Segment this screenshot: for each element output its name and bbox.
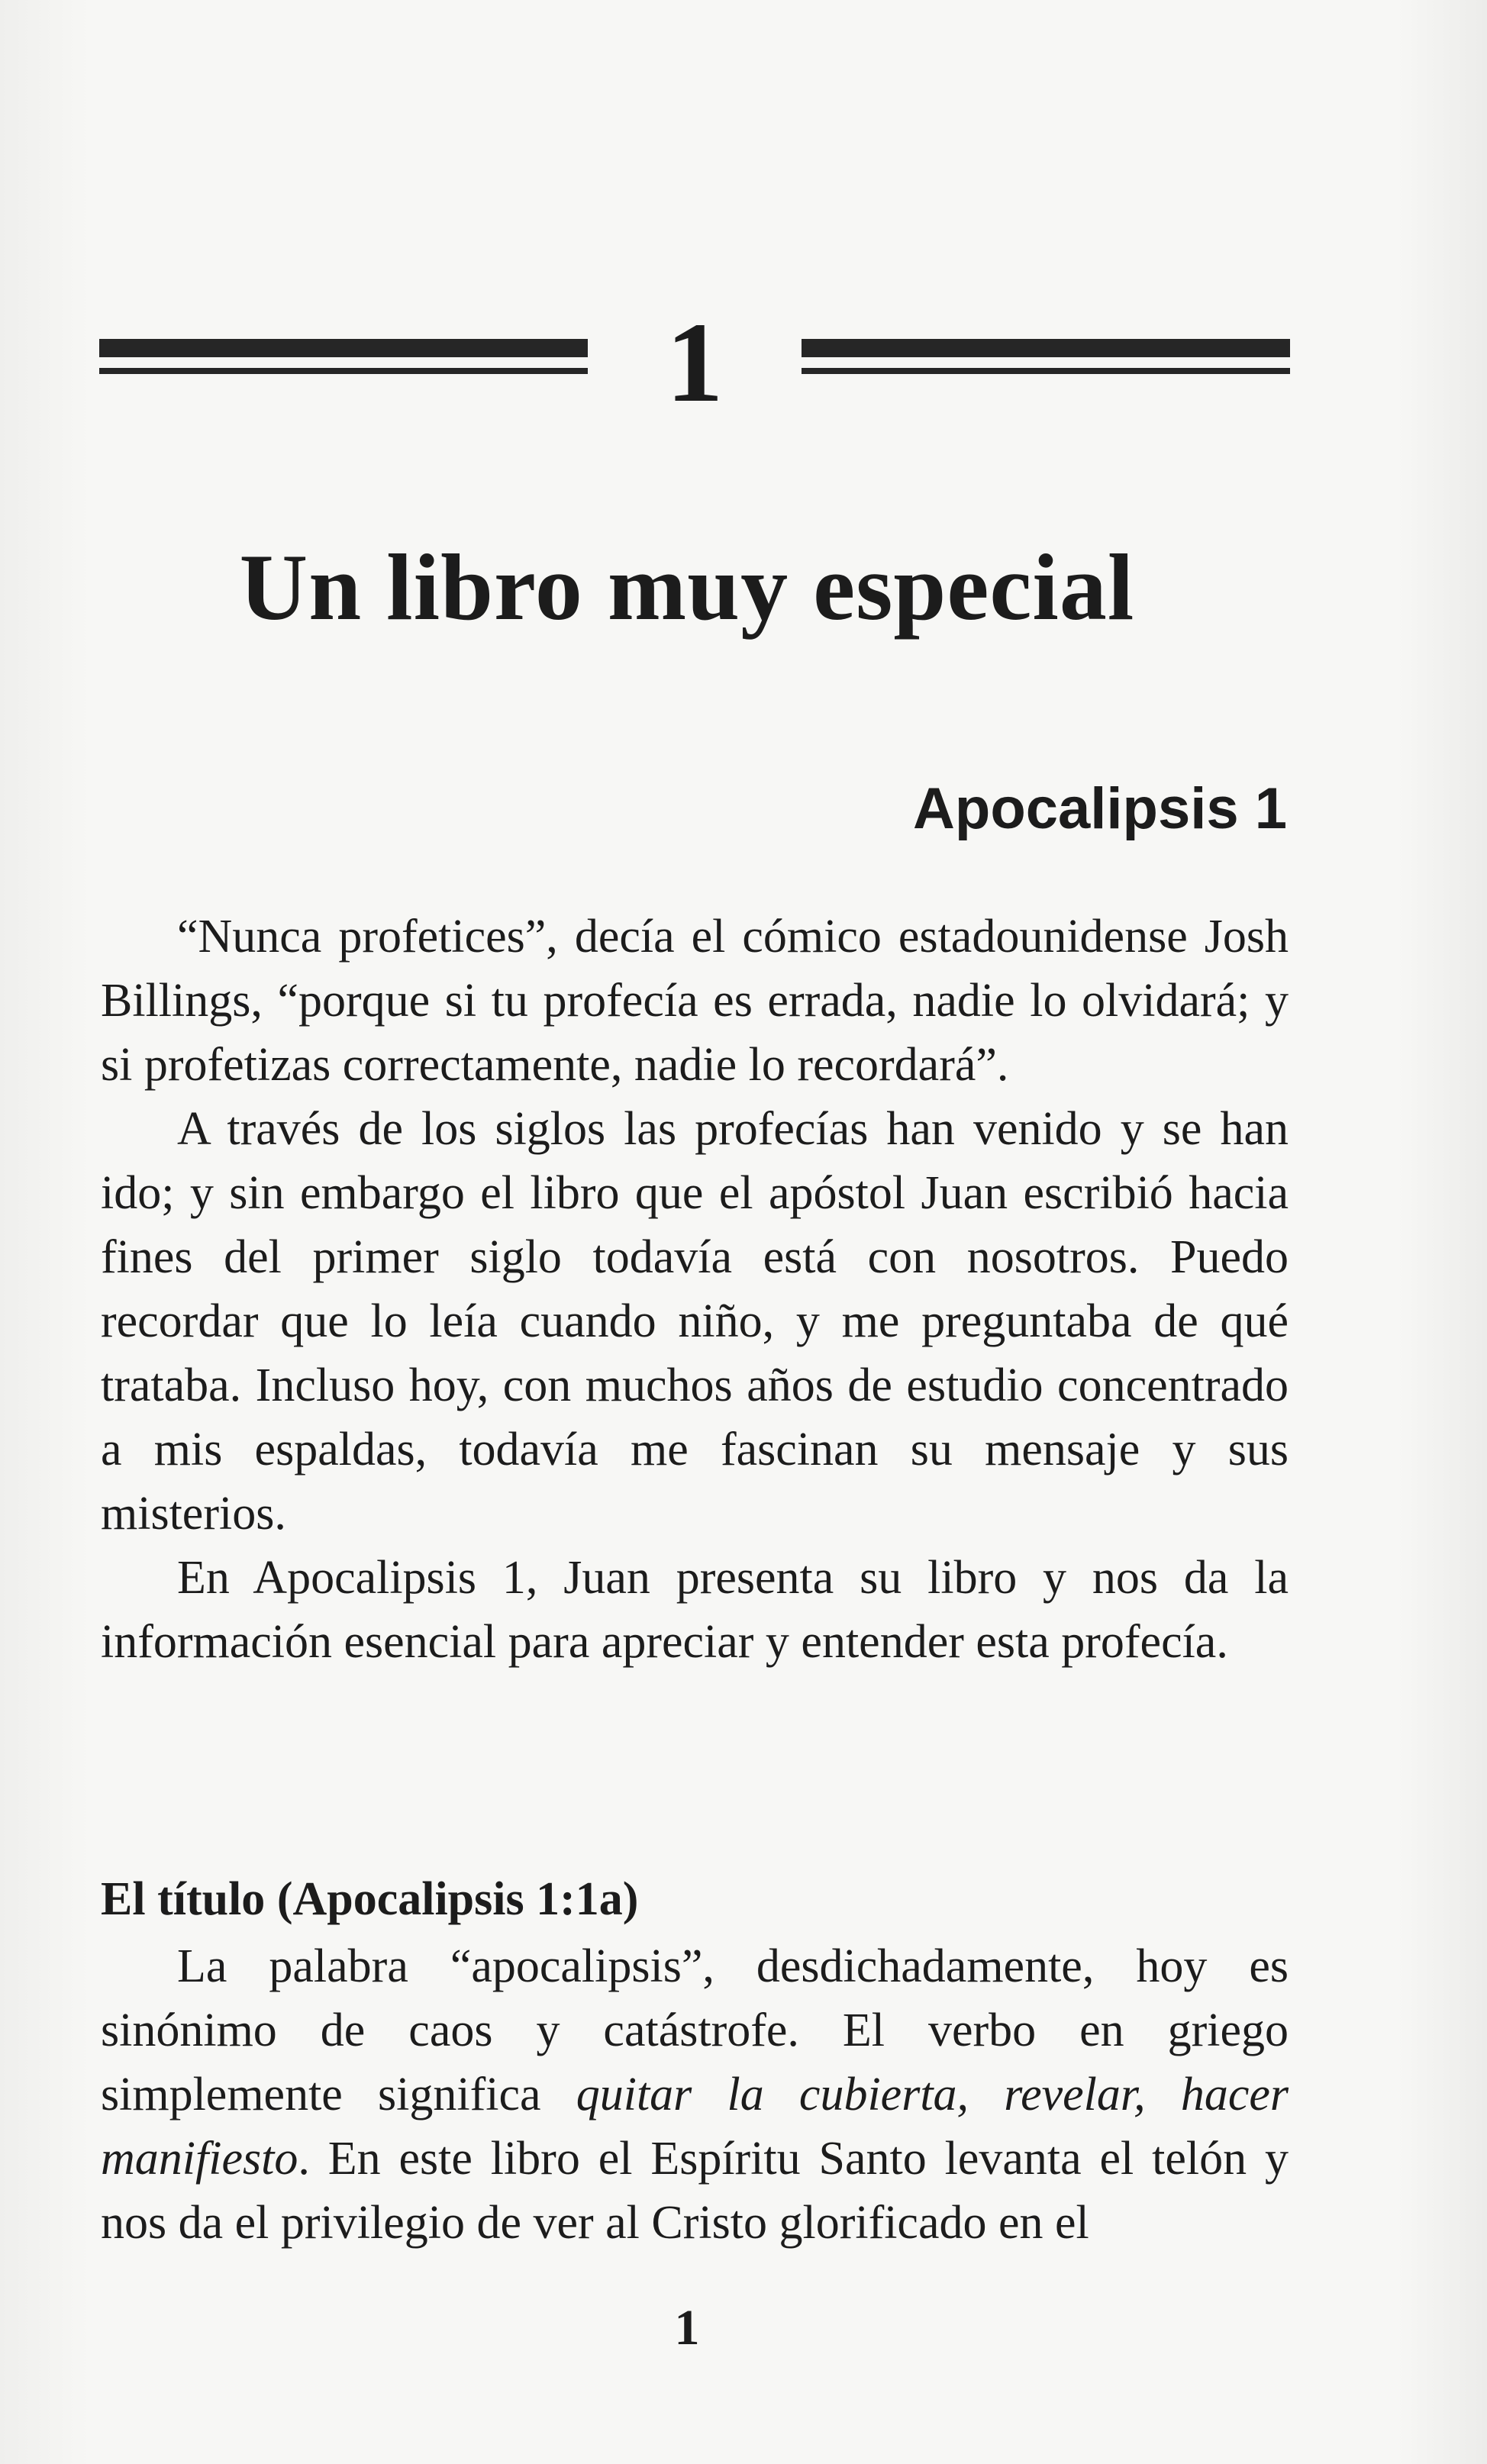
section-body [101, 1934, 1289, 2255]
right-thick-rule [802, 339, 1290, 357]
left-double-rule [99, 330, 588, 391]
section-paragraph-part2: . En este libro el Espíritu Santo levanta el telón y nos da el privilegio de ver al Cristo glorificado en el [101, 2133, 1289, 2249]
section-paragraph-italic: quitar la cubierta, revelar, hacer manifiesto [101, 2069, 1289, 2185]
body-text [101, 905, 1289, 1674]
paragraph-2: A través de los siglos las profecías han venido y se han ido; y sin embargo el libro que el apóstol Juan escribió hacia fines del primer siglo todavía está con nosotros. Puedo recordar que lo leía cuando niño, y me preguntaba de qué trataba. Incluso hoy, con muchos años de estudio concentrado a mis espaldas, todavía me fascinan su mensaje y sus misterios. [101, 1103, 1289, 1540]
scripture-reference: Apocalipsis 1 [913, 776, 1287, 841]
section-paragraph [101, 1934, 1289, 2255]
section-heading [101, 1867, 1289, 1931]
chapter-header [99, 299, 1290, 426]
chapter-title: Un libro muy especial [239, 535, 1135, 640]
page-number: 1 [674, 2300, 700, 2356]
paragraph-1: “Nunca profetices”, decía el cómico estadounidense Josh Billings, “porque si tu profecía es errada, nadie lo olvidará; y si profetizas correctamente, nadie lo recordará”. [101, 911, 1289, 1091]
left-thin-rule [99, 368, 588, 374]
section-paragraph-part1: La palabra “apocalipsis”, desdichadamente, hoy es sinónimo de caos y catástrofe. El verbo en griego simplemente significa [101, 1940, 1289, 2121]
left-thick-rule [99, 339, 588, 357]
right-thin-rule [802, 368, 1290, 374]
right-double-rule [802, 330, 1290, 391]
paragraph-3: En Apocalipsis 1, Juan presenta su libro y nos da la información esencial para apreciar y entender esta profecía. [101, 1552, 1289, 1668]
section-heading-reference: (Apocalipsis 1:1a) [265, 1873, 639, 1925]
section-heading-title: El título [101, 1873, 266, 1925]
chapter-number: 1 [666, 299, 724, 426]
